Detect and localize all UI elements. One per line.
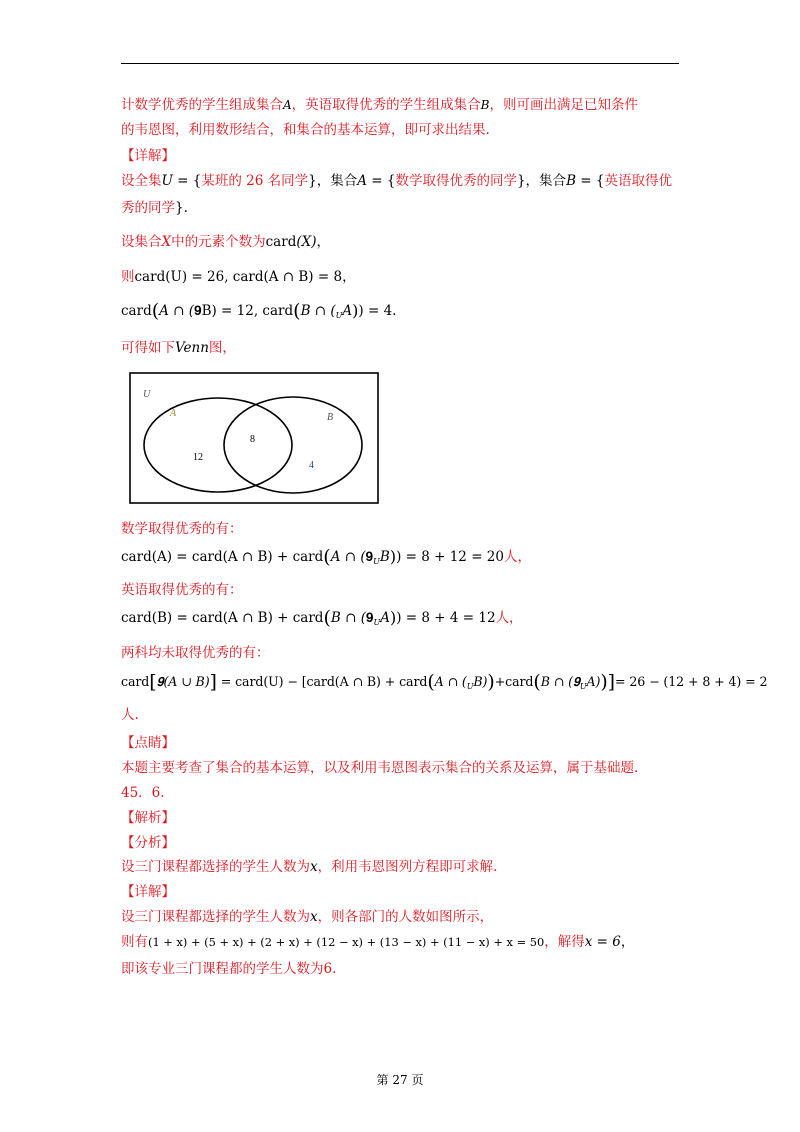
english-excellent-equation: card(B) = card(A ∩ B) + card(B ∩ $(𝟗_UA)) = 8 + 4 = 12$人， — [121, 607, 523, 629]
text: 英语取得优 — [604, 173, 672, 189]
complement-glyph: 𝟗 — [365, 549, 374, 565]
text: 则有 — [121, 934, 148, 950]
text: 中的元素个数为 — [171, 234, 266, 250]
text: }，集合 — [516, 173, 567, 189]
math: A ∩ ( — [330, 549, 366, 565]
intro-text: 计数学优秀的学生组成集合 — [121, 97, 283, 113]
text: 设全集 — [121, 173, 162, 189]
math: A ∩ ( — [434, 674, 467, 689]
math-eq: = { — [575, 173, 605, 189]
venn-label-u: U — [143, 389, 151, 400]
venn-word: Venn — [175, 340, 209, 356]
math: ) = 8 + 4 = 12 — [396, 610, 496, 626]
complement-glyph: 𝟗 — [365, 610, 374, 626]
set-x-symbol: X — [161, 234, 172, 250]
venn-label-a: A — [170, 408, 177, 419]
intro-text: ，英语取得优秀的学生组成集合 — [291, 97, 481, 113]
english-excellent-heading: 英语取得优秀的有： — [121, 582, 243, 598]
unit-text: 人， — [495, 610, 523, 626]
intro-line-2: 的韦恩图，利用数形结合，和集合的基本运算，即可求出结果. — [121, 122, 490, 138]
summary-text: 本题主要考查了集合的基本运算，以及利用韦恩图表示集合的关系及运算，属于基础题. — [121, 760, 639, 776]
text: 设集合 — [121, 234, 162, 250]
text: ，解得 — [544, 934, 585, 950]
set-a-ellipse — [144, 398, 292, 492]
set-b-symbol: B — [566, 173, 576, 189]
neither-unit: 人. — [121, 707, 139, 723]
venn-region-a-only: 12 — [193, 452, 203, 463]
math: ) = 8 + 12 = 20 — [396, 549, 504, 565]
text: ， — [342, 269, 356, 285]
text: . — [392, 303, 397, 319]
venn-intro-line — [121, 339, 236, 357]
math: B ∩ (𝟗 — [540, 674, 580, 689]
text: 设三门课程都选择的学生人数为 — [121, 859, 310, 875]
equation-line-2: card(A ∩ (𝟗B) = 12, card(B ∩ $(_UA)) = 4$. — [121, 300, 397, 322]
text: 秀的同学 — [121, 200, 175, 216]
math: A — [380, 610, 390, 626]
math: A) — [586, 674, 601, 689]
set-definition-line-1 — [121, 172, 672, 190]
analysis-line — [121, 858, 497, 876]
math: +card — [494, 674, 534, 689]
variable-x: x — [310, 909, 318, 925]
text: 则 — [121, 269, 135, 285]
text: ， — [316, 234, 330, 250]
detail-line-2 — [121, 933, 634, 951]
math: A — [342, 303, 353, 319]
card-function: card — [265, 234, 297, 250]
section-jiexi-heading: 【解析】 — [121, 810, 175, 826]
math: card — [121, 303, 152, 319]
text: 数学取得优秀的同学 — [395, 173, 517, 189]
text: 某班的 26 名同学 — [201, 173, 309, 189]
set-a-symbol: A — [357, 173, 367, 189]
math: ) = 4 — [358, 303, 393, 319]
complement-glyph: 𝟗B — [194, 303, 212, 319]
math-arg: (X) — [296, 234, 317, 250]
venn-label-b: B — [327, 412, 334, 423]
math-expression: card(U) = 26, card(A ∩ B) = 8 — [134, 269, 343, 285]
set-definition-line-2 — [121, 199, 188, 217]
section-detail-heading: 【详解】 — [121, 148, 175, 164]
section-detail-heading-2: 【详解】 — [121, 884, 175, 900]
section-fenxi-heading: 【分析】 — [121, 835, 175, 851]
subscript-u: U — [335, 311, 343, 320]
subscript-u: U — [373, 618, 381, 627]
math: ) = 12, card — [211, 303, 294, 319]
math: card(B) = card(A ∩ B) + card — [121, 610, 324, 626]
set-b-symbol: B — [480, 98, 490, 112]
subscript-u: U — [466, 682, 474, 691]
math-excellent-heading: 数学取得优秀的有： — [121, 521, 243, 537]
math: B ∩ ( — [330, 610, 366, 626]
header-rule — [121, 63, 679, 64]
variable-x: x — [310, 859, 318, 875]
text: 图， — [208, 340, 236, 356]
neither-excellent-equation: card[𝟗(A ∪ B)] = card(U) − [card(A ∩ B) + card(A ∩ $(_UB))+card(B$ ∩ $(𝟗_UA))]= 26 - (12 + 8 + 4) = 2$ — [121, 671, 768, 693]
subscript-u: U — [579, 682, 587, 691]
solution-expression: x = 6 — [584, 934, 621, 950]
unit-text: 人， — [503, 549, 531, 565]
universal-set-symbol: U — [161, 173, 173, 189]
math: 𝟗(A ∪ B) — [156, 674, 210, 689]
subscript-u: U — [373, 557, 380, 566]
math-excellent-equation: card(A) = card(A ∩ B) + card(A ∩ $(𝟗_UB)) = 8 + 12 = 20$人， — [121, 546, 531, 568]
math: A ∩ ( — [159, 303, 195, 319]
math: B ∩ ( — [300, 303, 336, 319]
text: }，集合 — [308, 173, 358, 189]
math: card(A) = card(A ∩ B) + card — [121, 549, 324, 565]
equation-line-1 — [121, 268, 356, 286]
section-dianjing-heading: 【点睛】 — [121, 735, 175, 751]
text: ，则各部门的人数如图所示， — [317, 909, 494, 925]
neither-excellent-heading: 两科均未取得优秀的有： — [121, 645, 270, 661]
card-definition-line — [121, 233, 330, 251]
detail-line-1 — [121, 908, 493, 926]
venn-diagram — [129, 372, 379, 504]
math-eq: = { — [172, 173, 202, 189]
intro-text: ，则可画出满足已知条件 — [489, 97, 638, 113]
text: 可得如下 — [121, 340, 175, 356]
math: = 26 − (12 + 8 + 4) = 2 — [614, 674, 768, 689]
question-45-answer: 45．6. — [121, 785, 165, 801]
math-eq: = { — [366, 173, 396, 189]
math: card — [121, 674, 150, 689]
text: ， — [620, 934, 635, 950]
set-b-ellipse — [224, 397, 362, 493]
text: ，利用韦恩图列方程即可求解. — [317, 859, 498, 875]
conclusion-line: 即该专业三门课程都的学生人数为6. — [121, 961, 337, 977]
venn-region-intersection: 8 — [250, 434, 255, 445]
set-a-symbol: A — [283, 98, 292, 112]
intro-line-1 — [121, 96, 638, 114]
text: }. — [175, 200, 188, 216]
page-footer: 第 27 页 — [376, 1073, 424, 1087]
equation-expression: (1 + x) + (5 + x) + (2 + x) + (12 − x) + (13 − x) + (11 − x) + x = 50 — [148, 935, 545, 949]
math: B — [379, 549, 390, 565]
venn-region-b-only: 4 — [309, 460, 314, 471]
math: B) — [473, 674, 488, 689]
math: = card(U) − [card(A ∩ B) + card — [216, 674, 428, 689]
text: 设三门课程都选择的学生人数为 — [121, 909, 310, 925]
